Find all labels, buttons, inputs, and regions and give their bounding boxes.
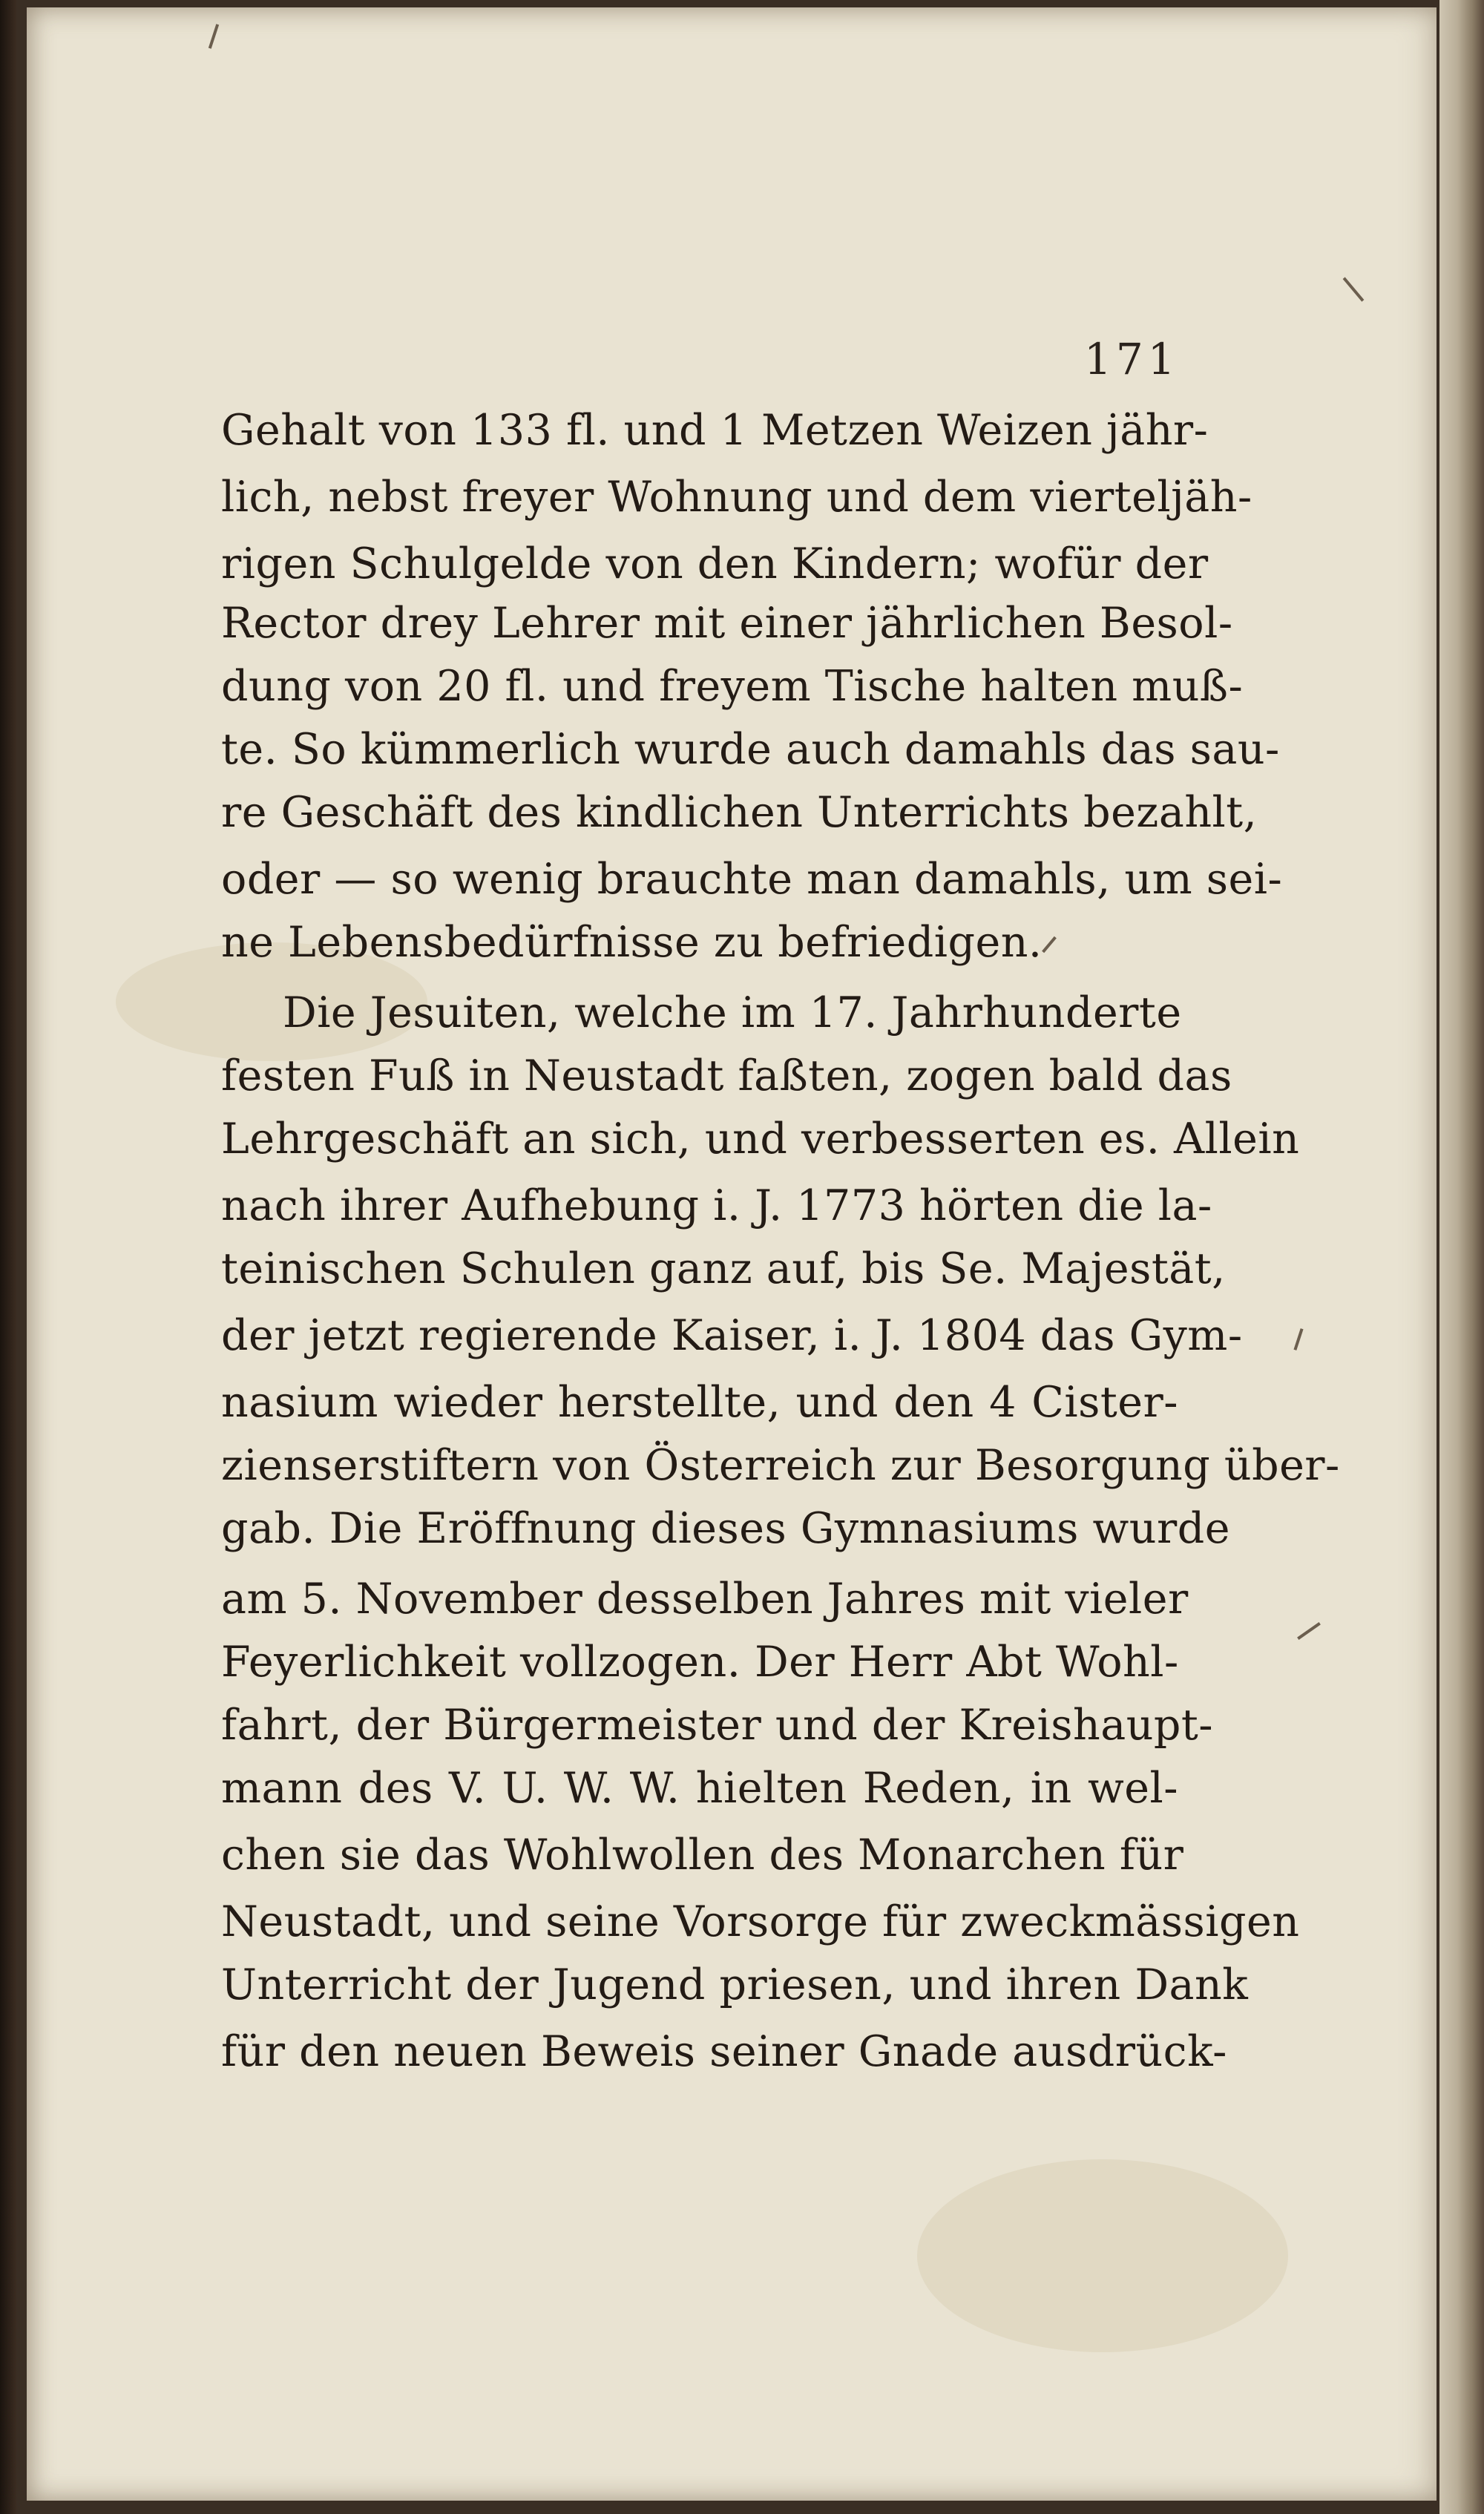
text-line: re Geschäft des kindlichen Unterrichts bezahlt, [221,788,1258,837]
book-binding-edge [0,0,16,2514]
body-text [27,7,1437,2501]
text-line: Gehalt von 133 fl. und 1 Metzen Weizen jähr- [221,406,1209,455]
text-line: Neustadt, und seine Vorsorge für zweckmässigen [221,1897,1300,1946]
text-line: dung von 20 fl. und freyem Tische halten muß- [221,662,1244,711]
text-line: lich, nebst freyer Wohnung und dem vierteljäh- [221,473,1252,522]
text-line: ne Lebensbedürfnisse zu befriedigen. [221,918,1043,967]
text-line: der jetzt regierende Kaiser, i. J. 1804 das Gym- [221,1311,1243,1360]
text-line: nasium wieder herstellte, und den 4 Cister- [221,1378,1178,1427]
text-line: für den neuen Beweis seiner Gnade ausdrück- [221,2027,1227,2076]
text-line: te. So kümmerlich wurde auch damahls das sau- [221,725,1280,774]
text-line: Feyerlichkeit vollzogen. Der Herr Abt Wohl- [221,1638,1179,1687]
page-stack-edge [1439,0,1484,2514]
text-line: am 5. November desselben Jahres mit vieler [221,1575,1189,1624]
text-line: chen sie das Wohlwollen des Monarchen für [221,1831,1184,1880]
text-line: festen Fuß in Neustadt faßten, zogen bald das [221,1051,1232,1100]
text-line: nach ihrer Aufhebung i. J. 1773 hörten die la- [221,1181,1212,1230]
text-line: Unterricht der Jugend priesen, und ihren Dank [221,1960,1249,2009]
text-line: Rector drey Lehrer mit einer jährlichen Besol- [221,599,1233,648]
text-line: Lehrgeschäft an sich, und verbesserten es. Allein [221,1115,1300,1164]
text-line: fahrt, der Bürgermeister und der Kreishaupt- [221,1701,1214,1750]
page-number: 171 [1084,334,1180,384]
text-line: gab. Die Eröffnung dieses Gymnasiums wurde [221,1504,1230,1553]
text-line: mann des V. U. W. W. hielten Reden, in wel- [221,1764,1178,1813]
text-line: Die Jesuiten, welche im 17. Jahrhunderte [283,988,1182,1037]
text-line: rigen Schulgelde von den Kindern; wofür der [221,539,1209,588]
text-line: teinischen Schulen ganz auf, bis Se. Majestät, [221,1244,1226,1293]
book-page [27,7,1437,2501]
text-line: oder — so wenig brauchte man damahls, um sei- [221,855,1283,904]
text-line: zienserstiftern von Österreich zur Besorgung über- [221,1441,1340,1490]
